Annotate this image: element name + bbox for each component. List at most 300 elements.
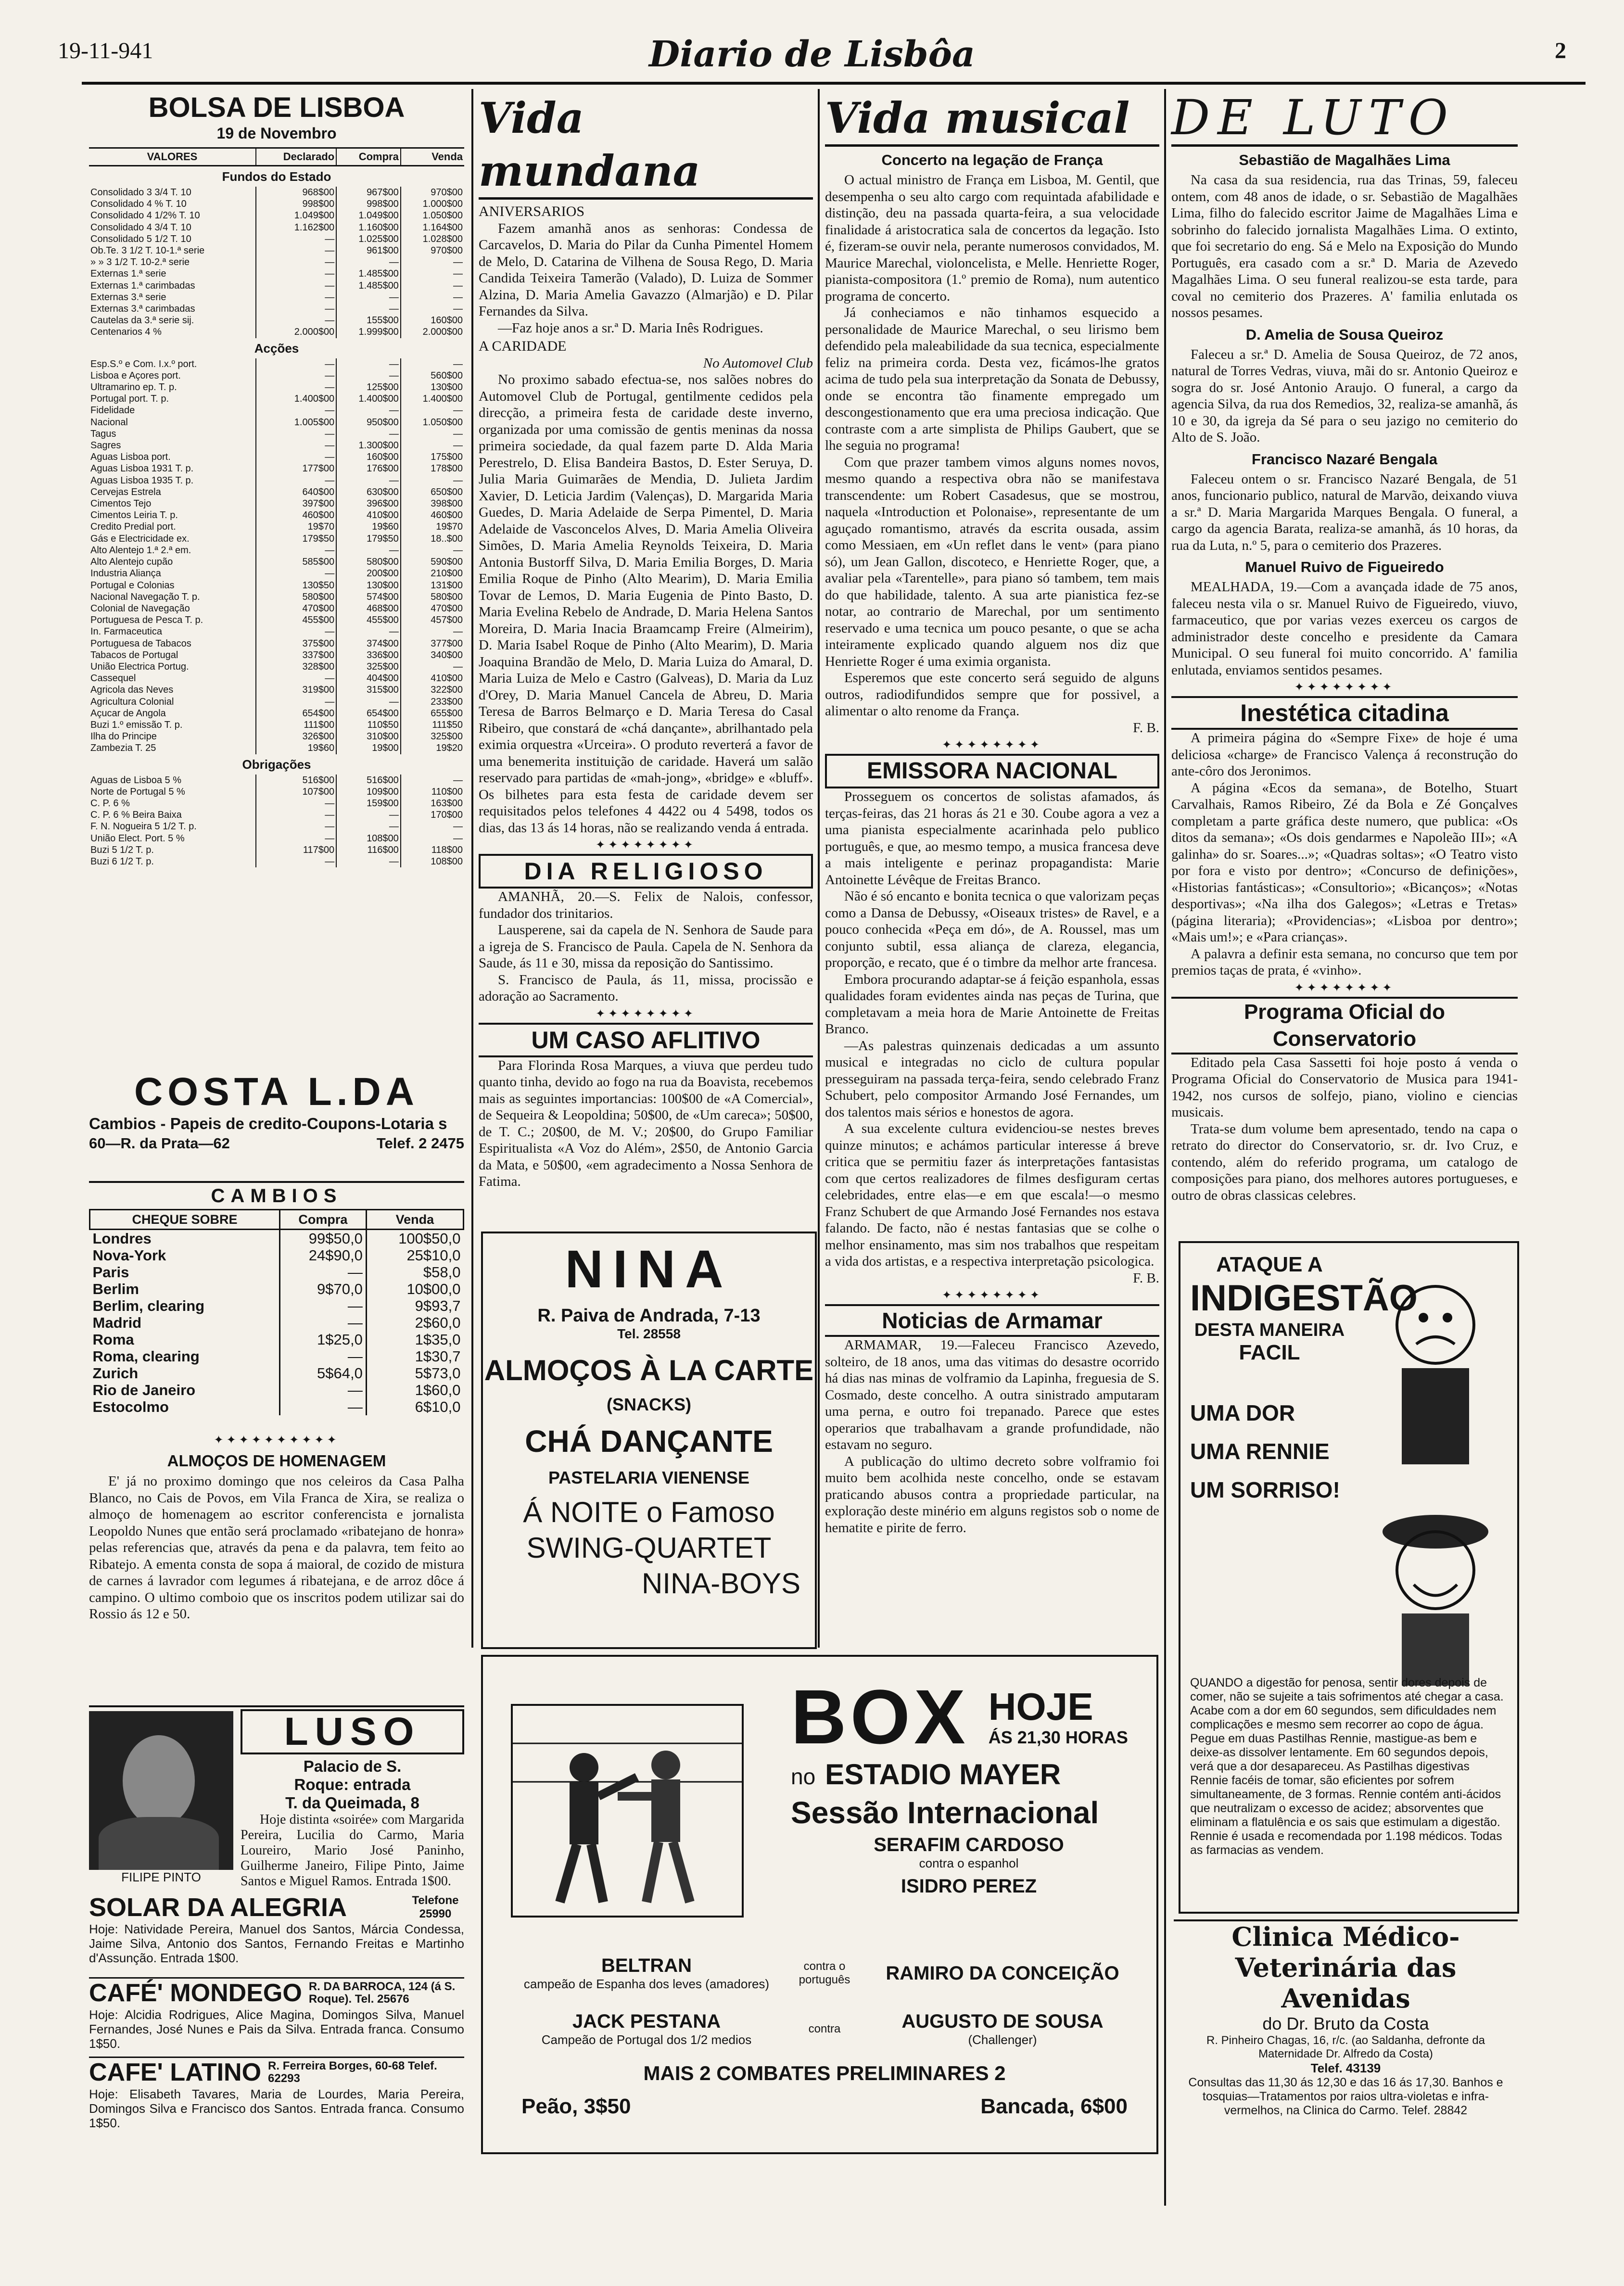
bolsa-cell-price: 640$00 (256, 486, 336, 498)
luto-name-4: Manuel Ruivo de Figueiredo (1245, 559, 1444, 575)
cambios-cell-rate: 99$50,0 (280, 1230, 367, 1247)
armamar-p2: A publicação do ultimo decreto sobre volframio foi muito bem acolhida neste concelho, onde se estavam praticando abusos contra a propriedade particular, na exploração deste minério em alguns registos sob o nome de hematite e pirite de ferro. (825, 1453, 1159, 1536)
luto-text-3: Faleceu ontem o sr. Francisco Nazaré Bengala, de 51 anos, funcionario publico, natural de Marvão, deixando viuva a sr.ª D. Maria Margarida Marques Bengala. O funeral, a cargo da agencia Barata, realiza-se amanhã, ás 10 horas, da rua da Luta, n.º 5, para o cemiterio dos Prazeres. (1171, 471, 1518, 553)
bolsa-row (89, 428, 464, 440)
bolsa-cell-price: 310$00 (336, 731, 401, 742)
costa-line: Cambios - Papeis de credito-Coupons-Lotaria s (89, 1115, 447, 1132)
bolsa-cell-price: — (336, 303, 401, 315)
cambios-row (90, 1314, 464, 1331)
box-fighter-5: JACK PESTANA (572, 2011, 721, 2032)
bolsa-cell-price: 125$00 (336, 381, 401, 393)
bolsa-cell-price: 340$00 (401, 649, 464, 661)
bolsa-cell-price: 468$00 (336, 603, 401, 614)
bolsa-cell-price: 111$50 (401, 719, 464, 731)
mundana-p2: —Faz hoje anos a sr.ª D. Maria Inês Rodrigues. (498, 320, 763, 336)
bolsa-section-label: Fundos do Estado (222, 169, 331, 184)
bolsa-cell-price: — (256, 381, 336, 393)
bolsa-cell-price: — (401, 821, 464, 832)
bolsa-cell-valor: Alto Alentejo cupão (90, 557, 173, 568)
bolsa-cell-price: — (401, 268, 464, 279)
almoco-text: E' já no proximo domingo que nos celeiros da Casa Palha Blanco, no Cais de Povos, em Vila Franca de Xira, se realiza o almoço de homenagem ao escritor conferencista e jornalista Leopoldo Nunes que então será proclamado «ribatejano de honra» pelas referencias que, através da pena e da palavra, tem feito ao Ribatejo. A ementa consta de sopa á maioral, de cozido de mistura de carnes á lavrador com legumes á ribatejana, e de arroz dôce á campino. O ultimo comboio que os inscritos podem utilizar sai do Rossio ás 12 e 50. (89, 1473, 464, 1622)
bolsa-cell-price: 1.400$00 (401, 393, 464, 405)
inestetica-p2: A página «Ecos da semana», de Botelho, Stuart Carvalhais, Ramos Ribeiro, Zé da Bola e Zé Gonçalves completam a parte gráfica deste numero, que publica: «Os ditos da semana»; «Os dois gendarmes e Napoleão III»; «A galinha» do sr. Soares...»; «Quadras soltas»; «O Teatro visto por fora e visto por dentro»; «Concurso de definições», «Historias fantásticas»; «Consultorio»; «Bicanços»; «Notas desportivas»; «Na ilha dos Galegos»; «Letras e Tretas» (página literaria); «Providencias»; «Lisboa por dentro»; «Mais um!»; e «Para crianças». (1171, 780, 1518, 945)
bolsa-cell-price: 130$50 (256, 580, 336, 591)
bolsa-table (89, 147, 464, 867)
bolsa-row (89, 292, 464, 303)
bolsa-cell-valor: Industria Aliança (90, 568, 161, 579)
bolsa-cell-price: 200$00 (336, 568, 401, 579)
bolsa-cell-price: 163$00 (401, 798, 464, 809)
mondego-ad (89, 1977, 464, 2056)
luto-title: DE LUTO (1171, 91, 1518, 147)
bolsa-row (89, 649, 464, 661)
bolsa-cell-price: — (256, 626, 336, 637)
cambios-cell-rate: 9$70,0 (280, 1281, 367, 1297)
emissora-p2: Não é só encanto e bonita tecnica o que valorizam peças como a Dansa de Debussy, «Oiseaux tristes» de Ravel, e a pouco conhecida «Peça em dó», de A. Roussel, mas um conjunto subtil, essa aliança de clareza, elegancia, proporção, e recato, que é o timbre da melhor arte francesa. (825, 889, 1159, 970)
bolsa-cell-valor: União Electrica Portug. (90, 661, 189, 672)
bolsa-cell-price: — (256, 405, 336, 416)
bolsa-cell-price: — (336, 545, 401, 556)
bolsa-cell-price: 630$00 (336, 486, 401, 498)
bolsa-cell-price: 233$00 (401, 696, 464, 708)
bolsa-cell-valor: Esp.S.º e Com. I.x.º port. (90, 358, 197, 369)
box-fighter-3-title: campeão de Espanha dos leves (amadores) (523, 1977, 770, 1991)
religioso-p3: S. Francisco de Paula, ás 11, missa, procissão e adoração ao Sacramento. (479, 972, 813, 1004)
bolsa-row (89, 684, 464, 696)
emissora-p5: A sua excelente cultura evidenciou-se nestes breves quinze minutos; e achámos particular interesse á breve critica que se permitiu fazer ás interpretações fantasistas com que certos realizadores de filmes desfiguram certas celebridades, entre elas—e em que escala!—o mesmo Franz Schubert de que Armando José Fernandes nos estava falando. De facto, não é nestas fantasias que se colhe o melhor ensinamento, mas sim nos trabalhos que respeitam a vida dos artistas, e a respectiva interpretação psicologica. (825, 1121, 1159, 1269)
cambios-cell-rate: — (280, 1382, 367, 1398)
luso-line-1: Palacio de S. (303, 1757, 402, 1775)
cambios-cell-rate: — (280, 1264, 367, 1281)
bolsa-cell-price: — (336, 358, 401, 370)
bolsa-cell-price: — (256, 821, 336, 832)
bolsa-cell-price: 179$50 (256, 533, 336, 545)
bolsa-cell-price: — (256, 303, 336, 315)
bolsa-cell-price: 585$00 (256, 556, 336, 568)
bolsa-cell-price: — (256, 440, 336, 451)
bolsa-cell-price: — (256, 292, 336, 303)
bolsa-cell-price: 109$00 (336, 786, 401, 798)
bolsa-cell-price: — (401, 475, 464, 486)
bolsa-row (89, 280, 464, 292)
bolsa-row (89, 775, 464, 786)
nina-noite: Á NOITE o Famoso (523, 1496, 775, 1528)
costa-phone: Telef. 2 2475 (376, 1135, 464, 1152)
bolsa-cell-price: 654$00 (336, 708, 401, 719)
cambios-cell-currency: Estocolmo (92, 1398, 169, 1415)
bolsa-cell-price: — (256, 428, 336, 440)
bolsa-row (89, 742, 464, 754)
bolsa-cell-valor: C. P. 6 % (90, 798, 130, 809)
bolsa-row (89, 315, 464, 326)
bolsa-row (89, 708, 464, 719)
bolsa-cell-price: 336$00 (336, 649, 401, 661)
rennie-line-4: FACIL (1239, 1341, 1300, 1364)
bolsa-row (89, 198, 464, 210)
bolsa-cell-price: — (256, 315, 336, 326)
bolsa-cell-valor: Ilha do Principe (90, 731, 157, 742)
luto-column: DE LUTO Sebastião de Magalhães Lima Na casa da sua residencia, rua das Trinas, 59, faleceu ontem, com 48 anos de idade, o sr. Sebastião de Magalhães Lima, filho do falecido escritor Jaime de Magalhães Lima e sobrinho do falecido jornalista Magalhães Lima. O extinto, que foi secretario do eng. Sá e Melo na Exposição do Mundo Português, era casado com a sr.ª D. Maria de Azevedo Magalhães Lima. O seu funeral realizou-se esta tarde, para coval no cemiterio dos Prazeres. A' familia enlutada os nossos pesames. D. Amelia de Sousa Queiroz Faleceu a sr.ª D. Amelia de Sousa Queiroz, de 72 anos, natural de Torres Vedras, viuva, mãi do sr. Antonio Queiroz e sogra do sr. José Antonio Araujo. O funeral, a cargo da agencia Silva, da rua dos Remedios, 32, realiza-se amanhã, ás 10 e 30, da igreja da Sé para o seu jazigo no cemiterio do Alto de S. João. Francisco Nazaré Bengala Faleceu ontem o sr. Francisco Nazaré Bengala, de 51 anos, funcionario publico, natural de Marvão, deixando viuva a sr.ª D. Maria Margarida Marques Bengala. O funeral, a cargo da agencia Barata, realiza-se amanhã, ás 10 horas, da rua da Luta, n.º 5, para o cemiterio dos Prazeres. Manuel Ruivo de Figueiredo MEALHADA, 19.—Com a avançada idade de 75 anos, faleceu nesta vila o sr. Manuel Ruivo de Figueiredo, viuvo, farmaceutico, que por varias vezes exerceu os cargos de administrador deste concelho e presidente da Camara Municipal. O seu funeral foi muito concorrido. A' familia enlutada, enviamos sentidos pesames. ✦✦✦✦✦✦✦✦ Inestética citadina A primeira página do «Sempre Fixe» de hoje é uma deliciosa «charge» de Francisco Valença á reconstrução do ante-côro dos Jeronimos. A página «Ecos da semana», de Botelho, Stuart Carvalhais, Ramos Ribeiro, Zé da Bola e Zé Gonçalves completam a parte gráfica deste numero, que publica: «Os ditos da semana»; «Os dois gendarmes e Napoleão III»; «A galinha» do sr. Soares...»; «Quadras soltas»; «O Teatro visto por fora e visto por dentro»; «Concurso de definições», «Historias fantásticas»; «Consultorio»; «Bicanços»; «Notas desportivas»; «Na ilha dos Galegos»; «Letras e Tretas» (página literaria); «Providencias»; «Lisboa por dentro»; «Mais um!»; e «Para crianças». A palavra a definir esta semana, no concurso que tem por premios taças de prata, é «vinho». ✦✦✦✦✦✦✦✦ Programa Oficial do Conservatorio Editado pela Casa Sassetti foi hoje posto á venda o Programa Oficial do Conservatorio de Musica para 1941-1942, nos cursos de solfejo, piano, violino e ciencias musicais. Trata-se dum volume bem apresentado, tendo na capa o retrato do director do Conservatorio, sr. dr. Ivo Cruz, e contendo, além do referido programa, um catalogo de composições para piano, dos melhores autores portugueses, e outro de obras classicas celebres. (1171, 89, 1518, 1203)
bolsa-col-declarado: Declarado (256, 148, 336, 166)
solar-ad (89, 1893, 464, 1975)
bolsa-cell-price: 961$00 (336, 245, 401, 256)
bolsa-cell-valor: Cassequel (90, 673, 136, 684)
bolsa-cell-price: 516$00 (336, 775, 401, 786)
bolsa-cell-price: 19$60 (336, 521, 401, 533)
cambios-cell-rate: 24$90,0 (280, 1247, 367, 1264)
bolsa-row (89, 821, 464, 832)
bolsa-cell-price: 1.025$00 (336, 233, 401, 245)
bolsa-cell-valor: Ob.Te. 3 1/2 T. 10-1.ª serie (90, 245, 205, 256)
bolsa-cell-valor: Portugal e Colonias (90, 580, 175, 591)
latino-ad (89, 2057, 464, 2130)
bolsa-cell-valor: Portugal port. T. p. (90, 394, 169, 405)
bolsa-cell-price: — (256, 545, 336, 556)
bolsa-cell-price: — (401, 440, 464, 451)
rennie-line-3: DESTA MANEIRA (1194, 1320, 1345, 1340)
luso-line-3: T. da Queimada, 8 (285, 1794, 419, 1812)
bolsa-row (89, 568, 464, 579)
box-title: BOX (791, 1674, 969, 1760)
box-fighter-1: SERAFIM CARDOSO (874, 1834, 1064, 1855)
clinica-text: Consultas das 11,30 ás 12,30 e das 16 ás 17,30. Banhos e tosquias—Tratamentos por raios ultra-violetas e infra-vermelhos, na Clinica do Carmo. Telef. 28842 (1188, 2076, 1503, 2117)
armamar-p1: ARMAMAR, 19.—Faleceu Francisco Azevedo, solteiro, de 18 anos, uma das vitimas do desastre ocorrido há dias nas minas de volframio da Lapinha, freguesia de S. Cosmado, deste concelho. A outra sinistrado amputaram uma perna, e outro foi trepanado. Parece que estes operarios que trabalhavam a grande profundidade, não estavam no seguro. (825, 1337, 1159, 1452)
bolsa-cell-price: — (336, 696, 401, 708)
emissora-title: EMISSORA NACIONAL (825, 754, 1159, 788)
rennie-line-6: UMA RENNIE (1190, 1439, 1330, 1464)
clinica-doctor: do Dr. Bruto da Costa (1262, 2014, 1429, 2033)
header-date: 19-11-941 (58, 38, 153, 64)
rennie-line-2: INDIGESTÃO (1190, 1278, 1418, 1319)
bolsa-row (89, 187, 464, 198)
bolsa-cell-price: — (401, 428, 464, 440)
bolsa-cell-price: 1.400$00 (256, 393, 336, 405)
mundana-title: Vida mundana (479, 91, 813, 200)
bolsa-cell-price: — (256, 696, 336, 708)
inestetica-p1: A primeira página do «Sempre Fixe» de hoje é uma deliciosa «charge» de Francisco Valença á reconstrução do ante-côro dos Jeronimos. (1171, 730, 1518, 779)
bolsa-cell-valor: Cervejas Estrela (90, 486, 161, 497)
box-fighter-6-title: (Challenger) (968, 2032, 1037, 2047)
rennie-text: QUANDO a digestão for penosa, sentir dores depois de comer, não se sujeite a tais sofrimentos até chegar a casa. Acabe com a dor em 60 segundos, sem dificuldades nem complicações e mesmo sem recorrer ao copo de água. Pegue em duas Pastilhas Rennie, mastigue-as bem e deixe-as dissolver lentamente. Em 60 segundos depois, verá que a dor desapareceu. As Pastilhas digestivas Rennie facéis de tomar, são eficientes por sofrem simultaneamente, de 3 formas. Rennie contém anti-ácidos que neutralizam o excesso de acidez; absorventes que eliminam a flatulência e os sais que estimulam a digestão. Rennie é usada e recomendada por 1.198 médicos. Todas as farmacias as vendem. (1190, 1676, 1504, 1857)
nina-cha: CHÁ DANÇANTE (525, 1424, 773, 1459)
bolsa-cell-price: 210$00 (401, 568, 464, 579)
bolsa-cell-price: 457$00 (401, 614, 464, 626)
bolsa-cell-price: 131$00 (401, 580, 464, 591)
nina-name: NINA (565, 1240, 733, 1299)
luto-name-2: D. Amelia de Sousa Queiroz (1245, 326, 1444, 343)
bolsa-cell-price: — (336, 256, 401, 268)
bolsa-section-header (89, 754, 464, 775)
bolsa-row (89, 638, 464, 649)
cambios-cell-rate: — (280, 1297, 367, 1314)
bolsa-cell-price: 967$00 (336, 187, 401, 198)
bolsa-row (89, 696, 464, 708)
cambios-cell-currency: Berlim, clearing (92, 1297, 205, 1314)
bolsa-row (89, 833, 464, 844)
bolsa-cell-price: — (401, 626, 464, 637)
bolsa-cell-price: 130$00 (401, 381, 464, 393)
box-contra-espanhol: contra o espanhol (919, 1856, 1019, 1870)
bolsa-cell-price: 155$00 (336, 315, 401, 326)
rennie-line-5: UMA DOR (1190, 1400, 1295, 1425)
bolsa-cell-price: — (256, 268, 336, 279)
bolsa-cell-valor: Externas 1.ª serie (90, 268, 166, 279)
bolsa-cell-price: 580$00 (336, 556, 401, 568)
bolsa-cell-price: 108$00 (401, 856, 464, 867)
page-number: 2 (1555, 38, 1566, 64)
bolsa-cell-price: — (401, 358, 464, 370)
cambios-row (90, 1398, 464, 1415)
bolsa-cell-price: 560$00 (401, 370, 464, 381)
bolsa-cell-price: 460$00 (256, 509, 336, 521)
rennie-line-7: UM SORRISO! (1190, 1477, 1340, 1502)
bolsa-cell-valor: Norte de Portugal 5 % (90, 786, 185, 797)
bolsa-cell-price: 404$00 (336, 673, 401, 684)
rennie-ad (1179, 1241, 1519, 1914)
bolsa-cell-price: 1.000$00 (401, 198, 464, 210)
cambios-row (90, 1230, 464, 1247)
bolsa-cell-price: 410$00 (401, 673, 464, 684)
luto-text-1: Na casa da sua residencia, rua das Trinas, 59, faleceu ontem, com 48 anos de idade, o sr. Sebastião de Magalhães Lima, filho do falecido escritor Jaime de Magalhães Lima e sobrinho do falecido jornalista Magalhães Lima. O extinto, que foi secretario do eng. Sá e Melo na Exposição do Mundo Português, era casado com a sr.ª D. Maria de Azevedo Magalhães Lima. O seu funeral realizou-se esta tarde, para coval no cemiterio dos Prazeres. A' familia enlutada os nossos pesames. (1171, 172, 1518, 320)
bolsa-cell-price: — (401, 256, 464, 268)
column-divider (818, 89, 820, 1648)
bolsa-row (89, 786, 464, 798)
cambios-cell-currency: Madrid (92, 1314, 142, 1331)
musical-subhead: Concerto na legação de França (881, 152, 1103, 168)
bolsa-cell-valor: Nacional (90, 417, 128, 428)
bolsa-cell-price: 108$00 (336, 833, 401, 844)
bolsa-row (89, 463, 464, 474)
bolsa-cell-valor: F. N. Nogueira 5 1/2 T. p. (90, 821, 197, 832)
caridade-sublabel: No Automovel Club (703, 355, 813, 371)
bolsa-cell-valor: Portuguesa de Pesca T. p. (90, 615, 203, 626)
caridade-label: A CARIDADE (479, 338, 567, 354)
aflitivo-title: UM CASO AFLITIVO (479, 1023, 813, 1057)
bolsa-cell-valor: In. Farmaceutica (90, 626, 162, 637)
bolsa-cell-price: 130$00 (336, 580, 401, 591)
box-fighter-2: ISIDRO PEREZ (901, 1876, 1037, 1897)
box-contra: contra (808, 2022, 841, 2035)
bolsa-cell-price: 110$50 (336, 719, 401, 731)
bolsa-cell-valor: Açucar de Angola (90, 708, 166, 719)
bolsa-cell-valor: Aguas Lisboa 1931 T. p. (90, 463, 194, 474)
bolsa-cell-price: 328$00 (256, 661, 336, 673)
bolsa-row (89, 233, 464, 245)
bolsa-row (89, 370, 464, 381)
bolsa-cell-valor: Ultramarino ep. T. p. (90, 382, 177, 393)
bolsa-col-venda: Venda (401, 148, 464, 166)
bolsa-cell-price: 374$00 (336, 638, 401, 649)
bolsa-cell-price: 111$00 (256, 719, 336, 731)
luto-name-3: Francisco Nazaré Bengala (1252, 450, 1437, 468)
bolsa-cell-price: 375$00 (256, 638, 336, 649)
emissora-p3: Embora procurando adaptar-se á feição espanhola, essas qualidades foram evidentes ainda nas peças de Turina, que completavam a meia hora de Marie Antoinette de Freitas Branco. (825, 971, 1159, 1037)
bolsa-cell-price: — (401, 405, 464, 416)
costa-address: 60—R. da Prata—62 (89, 1135, 230, 1152)
cambios-cell-rate: 1$25,0 (280, 1331, 367, 1348)
luso-ad (89, 1705, 464, 1890)
bolsa-cell-valor: Aguas Lisboa port. (90, 452, 171, 463)
bolsa-cell-price: 1.164$00 (401, 222, 464, 233)
bolsa-cell-price: 116$00 (336, 844, 401, 856)
bolsa-cell-price: 2.000$00 (256, 326, 336, 338)
bolsa-cell-price: 650$00 (401, 486, 464, 498)
bolsa-cell-price: 580$00 (401, 591, 464, 603)
bolsa-row (89, 451, 464, 463)
bolsa-cell-price: 396$00 (336, 498, 401, 509)
bolsa-cell-price: 159$00 (336, 798, 401, 809)
bolsa-cell-price: 998$00 (336, 198, 401, 210)
bolsa-cell-price: 1.999$00 (336, 326, 401, 338)
cambios-row (90, 1281, 464, 1297)
bolsa-cell-price: 968$00 (256, 187, 336, 198)
bolsa-cell-price: 1.485$00 (336, 280, 401, 292)
bolsa-cell-price: 176$00 (336, 463, 401, 474)
box-session: Sessão Internacional (791, 1795, 1099, 1830)
bolsa-cell-valor: Buzi 1.º emissão T. p. (90, 719, 183, 730)
bolsa-cell-price: 998$00 (256, 198, 336, 210)
masthead-title: Diario de Lisbôa (649, 34, 975, 75)
bolsa-cell-price: — (256, 798, 336, 809)
box-ad (481, 1655, 1158, 2154)
bolsa-cell-price: 177$00 (256, 463, 336, 474)
bolsa-cell-price: 160$00 (336, 451, 401, 463)
bolsa-cell-valor: Portuguesa de Tabacos (90, 638, 191, 649)
bolsa-cell-price: 1.485$00 (336, 268, 401, 279)
bolsa-row (89, 381, 464, 393)
luto-name-1: Sebastião de Magalhães Lima (1239, 152, 1450, 168)
bolsa-col-compra: Compra (336, 148, 401, 166)
bolsa-cell-price: 950$00 (336, 417, 401, 428)
emissora-p4: —As palestras quinzenais dedicadas a um assunto musical e integradas no ciclo de cultura popular presseguiram na passada terça-feira, sendo celebrado Franz Schubert, pelo compositor Armando José Fernandes, um dos talentos mais sérios e honestos de agora. (825, 1038, 1159, 1120)
musical-column: Vida musical Concerto na legação de França O actual ministro de França em Lisboa, M. Gentil, que desempenha o seu alto cargo com requintada afabilidade e distinção, deu na passada quarta-feira, a sua velocidade finalidade á aristocratica sala de concertos da legação. Isto é, fizeram-se ouvir nela, perante numerosos convidados, M. Maurice Marechal, violoncelista, e Melle. Henriette Roger, pianista-compositora (1.º premio de Roma), num autentico programa de concerto. Já conheciamos e não tinhamos esquecido a personalidade de Maurice Marechal, o seu lirismo bem defendido pela maleabilidade da sua tecnica, especialmente feliz na primeira corda. Desta vez, ficámos-lhe gratos acima de tudo pela sua interpretação da Sonata de Debussy, onde se encontra tão finamente empregado um descongestionamento que era uma preciosa indicação. Que contraste com a arte simplista de Philips Gaubert, que se lhe seguia no programa! Com que prazer tambem vimos alguns nomes novos, mesmo quando a respectiva obra não se manifestava transcendente: um Robert Casadesus, que se mostrou, naquela «Introduction et Polonaise», representante de um aguçado romantismo, através da escrita ousada, assim como Messiaen, em «Un reflet dans le vent» (para piano só), um Jean Gallon, discoteco, e Henriette Roger, que, a avaliar pela «Tarentelle», para piano só tambem, tem mais do que habilidade, talento. A sua arte pianistica fez-se notar, ao contrario de Marechal, por um sentimento reservado e uma tecnica um pouco pesante, o que se acha inteiramente explicado quando alguem nos diz que Henriette Roger é uma eximia organista. Esperemos que este concerto será seguido de alguns outros, radiodifundidos sempre que for possivel, a alimentar o alto renome da França. F. B. ✦✦✦✦✦✦✦✦ EMISSORA NACIONAL Prosseguem os concertos de solistas afamados, ás terças-feiras, das 21 horas ás 21 e 30. Coube agora a vez a uma pianista especialmente acarinhada pelo publico português, e que, ao mesmo tempo, a musica francesa deve a mais inteligente e perinaz propagandista: Marie Antoinette Lévêque de Freitas Branco. Não é só encanto e bonita tecnica o que valorizam peças como a Dansa de Debussy, «Oiseaux tristes» de Ravel, e a pouco conhecida «Peça em dó», de A. Roussel, mas um conjunto subtil, essa aliança de clareza, elegancia, proporção, e recato, que é o timbre da melhor arte francesa. Embora procurando adaptar-se á feição espanhola, essas qualidades foram evidentes ainda nas peças de Turina, que completavam a meia hora de Marie Antoinette de Freitas Branco. —As palestras quinzenais dedicadas a um assunto musical e integradas no ciclo de cultura popular presseguiram na passada terça-feira, sendo celebrado Franz Schubert, pelo compositor Armando José Fernandes, um dos talentos mais sérios e honestos de agora. A sua excelente cultura evidenciou-se nestes breves quinze minutos; e achámos particular interesse á breve critica que se permitiu fazer ás interpretações fantasistas com que certos realizadores de filmes desfiguram certas celebridades, entre elas—e em que escala!—o mesmo Franz Schubert de que Armando José Fernandes nos estava falando. De facto, não é nestas fantasias que se colhe o melhor ensinamento, mas sim nos trabalhos que respeitam a vida dos artistas, e a respectiva interpretação psicologica. F. B. ✦✦✦✦✦✦✦✦ Noticias de Armamar ARMAMAR, 19.—Faleceu Francisco Azevedo, solteiro, de 18 anos, uma das vitimas do desastre ocorrido há dias nas minas de volframio da Lapinha, freguesia de S. Cosmado, deste concelho. A outra sinistrado amputaram uma perna, e outro foi trepanado. Parece que estes operarios que trabalhavam a grande profundidade, não estavam no seguro. A publicação do ultimo decreto sobre volframio foi muito bem acolhida neste concelho, onde se estavam praticando abusos contra a propriedade particular, na exploração deste minério em alguns registos sob o nome de hematite e pirite de ferro. (825, 91, 1159, 1568)
cambios-row (90, 1247, 464, 1264)
bolsa-cell-price: 110$00 (401, 786, 464, 798)
almoco-article (89, 1431, 464, 1701)
bolsa-cell-valor: Consolidado 5 1/2 T. 10 (90, 233, 191, 244)
nina-ad (481, 1232, 817, 1649)
cambios-cell-currency: Berlim (92, 1281, 139, 1297)
religioso-p2: Lausperene, sai da capela de N. Senhora de Saude para a igreja de S. Francisco de Paula. Capela de N. Senhora da Saude, ás 11 e 30, missa da reposição do Santissimo. (479, 922, 813, 971)
bolsa-cell-price: — (401, 833, 464, 844)
bolsa-section-header (89, 338, 464, 358)
bolsa-cell-price: — (256, 451, 336, 463)
bolsa-cell-valor: Agricola das Neves (90, 685, 174, 696)
mondego-text: Hoje: Alcidia Rodrigues, Alice Magina, Domingos Silva, Manuel Fernandes, José Nunes e Pais da Silva. Entrada franca. Consumo 1$50. (89, 2007, 464, 2051)
bolsa-cell-price: — (336, 370, 401, 381)
bolsa-cell-price: 326$00 (256, 731, 336, 742)
bolsa-cell-valor: Tagus (90, 428, 116, 439)
bolsa-cell-price: — (256, 280, 336, 292)
luto-text-4: MEALHADA, 19.—Com a avançada idade de 75 anos, faleceu nesta vila o sr. Manuel Ruivo de Figueiredo, viuvo, farmaceutico, que por varias vezes exerceu os cargos de administrador deste concelho e presidente da Camara Municipal. O seu funeral foi muito concorrido. A' familia enlutada, enviamos sentidos pesames. (1171, 579, 1518, 678)
box-peao-price: Peão, 3$50 (521, 2095, 631, 2118)
bolsa-cell-price: 175$00 (401, 451, 464, 463)
bolsa-row (89, 545, 464, 556)
musical-p4: Esperemos que este concerto será seguido de alguns outros, radiodifundidos sempre que for possivel, a alimentar o alto renome da França. (825, 670, 1159, 719)
bolsa-cell-price: 19$00 (336, 742, 401, 754)
bolsa-row (89, 210, 464, 221)
bolsa-row (89, 509, 464, 521)
bolsa-row (89, 417, 464, 428)
bolsa-cell-price: 1.049$00 (256, 210, 336, 221)
bolsa-cell-price: 19$70 (256, 521, 336, 533)
bolsa-cell-price: 574$00 (336, 591, 401, 603)
bolsa-row (89, 440, 464, 451)
inestetica-title: Inestética citadina (1171, 696, 1518, 730)
bolsa-cell-price: — (256, 256, 336, 268)
bolsa-row (89, 844, 464, 856)
costa-name: COSTA L.DA (134, 1070, 419, 1114)
bolsa-row (89, 245, 464, 256)
bolsa-cell-valor: Cimentos Leiria T. p. (90, 510, 178, 521)
musical-title: Vida musical (825, 91, 1159, 147)
emissora-p1: Prosseguem os concertos de solistas afamados, ás terças-feiras, das 21 horas ás 21 e 30. Coube agora a vez a uma pianista especialmente acarinhada pelo publico português, e que, ao mesmo tempo, a musica francesa deve a mais inteligente e perinaz propagandista: Marie Antoinette Lévêque de Freitas Branco. (825, 789, 1159, 888)
bolsa-cell-valor: Cautelas da 3.ª serie sij. (90, 315, 194, 326)
bolsa-cell-price: 179$50 (336, 533, 401, 545)
box-fighter-4: RAMIRO DA CONCEIÇÃO (886, 1962, 1119, 1984)
cambios-cell-rate: — (280, 1348, 367, 1365)
bolsa-cell-valor: Fidelidade (90, 405, 135, 416)
bolsa-cell-valor: Consolidado 4 1/2% T. 10 (90, 210, 200, 221)
bolsa-cell-price: 590$00 (401, 556, 464, 568)
bolsa-cell-valor: Gás e Electricidade ex. (90, 533, 190, 544)
bolsa-cell-price: 1.050$00 (401, 210, 464, 221)
smiling-man-illustration (1363, 1503, 1508, 1686)
musical-p1: O actual ministro de França em Lisboa, M. Gentil, que desempenha o seu alto cargo com requintada afabilidade e distinção, deu na passada quarta-feira, a sua velocidade finalidade á aristocratica sala de concertos da legação. Isto é, fizeram-se ouvir nela, perante numerosos convidados, M. Maurice Marechal, violoncelista, e Melle. Henriette Roger, pianista-compositora (1.º premio de Roma), num autentico programa de concerto. (825, 172, 1159, 304)
latino-text: Hoje: Elisabeth Tavares, Maria de Lourdes, Maria Pereira, Domingos Silva e Francisco dos Santos. Entrada franca. Consumo 1$50. (89, 2087, 464, 2130)
bolsa-row (89, 393, 464, 405)
bolsa-cell-price: 455$00 (336, 614, 401, 626)
bolsa-cell-price: 410$00 (336, 509, 401, 521)
bolsa-cell-price: 1.050$00 (401, 417, 464, 428)
nina-swing: SWING-QUARTET (526, 1532, 772, 1564)
bolsa-cell-valor: Tabacos de Portugal (90, 649, 178, 660)
header-rule (82, 82, 1586, 85)
cambios-cell-currency: Paris (92, 1264, 129, 1281)
bolsa-cell-price: 322$00 (401, 684, 464, 696)
bolsa-cell-valor: » » 3 1/2 T. 10-2.ª serie (90, 257, 190, 268)
bolsa-cell-price: 337$00 (256, 649, 336, 661)
bolsa-cell-valor: Colonial de Navegação (90, 603, 190, 614)
bolsa-cell-price: 455$00 (256, 614, 336, 626)
boxers-illustration (502, 1686, 752, 1936)
bolsa-cell-valor: União Elect. Port. 5 % (90, 833, 185, 844)
cambios-section (89, 1181, 464, 1426)
bolsa-cell-price: 1.162$00 (256, 222, 336, 233)
man-illustration (1363, 1272, 1508, 1474)
bolsa-cell-price: 516$00 (256, 775, 336, 786)
bolsa-cell-price: 315$00 (336, 684, 401, 696)
bolsa-cell-valor: Externas 3.ª serie (90, 292, 166, 303)
bolsa-cell-price: — (401, 303, 464, 315)
luso-name: LUSO (241, 1709, 464, 1754)
cambios-cell-rate: 2$60,0 (366, 1314, 463, 1331)
cambios-cell-rate: 1$30,7 (366, 1348, 463, 1365)
bolsa-cell-valor: Consolidado 4 % T. 10 (90, 199, 187, 210)
musical-signature: F. B. (1133, 720, 1159, 736)
bolsa-cell-price: 160$00 (401, 315, 464, 326)
box-fighter-3: BELTRAN (601, 1955, 692, 1976)
cambios-cell-rate: 6$10,0 (366, 1398, 463, 1415)
clinica-ad (1174, 1919, 1518, 2138)
solar-text: Hoje: Natividade Pereira, Manuel dos Santos, Márcia Condessa, Jaime Silva, Antonio dos Santos, Fernando Freitas e Martinho d'Assunção. Entrada 1$00. (89, 1922, 464, 1965)
bolsa-cell-price: 18..$00 (401, 533, 464, 545)
cambios-col-venda: Venda (366, 1210, 463, 1230)
bolsa-cell-valor: Alto Alentejo 1.ª 2.ª em. (90, 545, 191, 556)
bolsa-cell-valor: Agricultura Colonial (90, 696, 174, 707)
religioso-p1: AMANHÃ, 20.—S. Felix de Nalois, confessor, fundador dos trinitarios. (479, 889, 813, 921)
luso-line-2: Roque: entrada (294, 1776, 411, 1793)
